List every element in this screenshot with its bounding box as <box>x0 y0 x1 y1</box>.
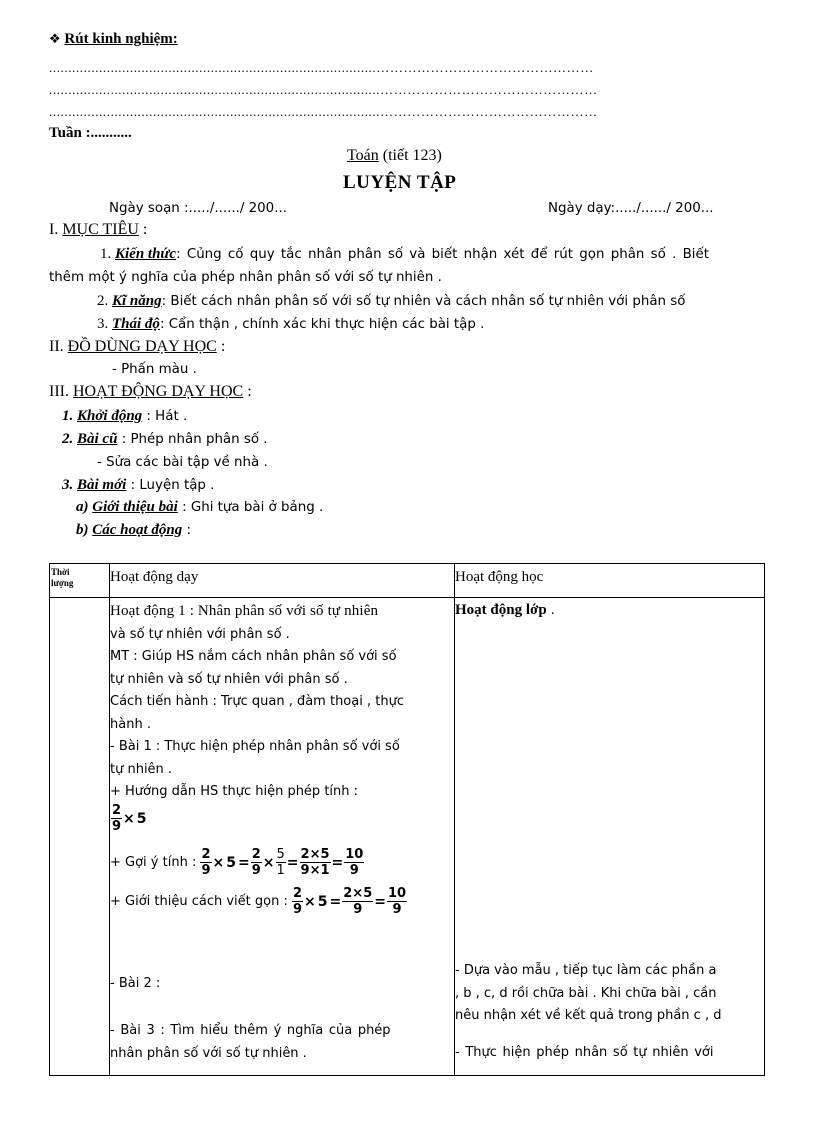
prep-date: Ngày soạn :...../....../ 200... <box>109 201 287 216</box>
substep-label: Giới thiệu bài <box>92 499 178 515</box>
student-activity-title: Hoạt động lớp <box>455 602 547 618</box>
week-label: Tuần :........... <box>49 125 132 141</box>
col-header-time-line: lượng <box>51 578 74 588</box>
section-title: MỤC TIÊU <box>62 221 139 238</box>
equals: = <box>331 854 344 871</box>
step-review-sub: - Sửa các bài tập về nhà . <box>97 455 268 470</box>
item-number: 3. <box>97 316 112 332</box>
col-header-student: Hoạt động học <box>455 569 544 585</box>
short-notation <box>110 886 407 917</box>
hint-calculation <box>110 847 364 878</box>
substep-text: : Ghi tựa bài ở bảng . <box>177 500 324 515</box>
step-number: 1. <box>62 408 77 424</box>
step-label: Bài cũ <box>77 431 118 447</box>
lesson-subject <box>347 147 442 165</box>
item-label: Kiến thức <box>115 246 177 262</box>
item-label: Kĩ năng <box>112 293 162 309</box>
operator: × <box>304 893 316 910</box>
objective-knowledge-cont: thêm một ý nghĩa của phép nhân phân số với số tự nhiên . <box>49 270 442 285</box>
equals: = <box>238 854 250 871</box>
substep-letter: b) <box>76 522 93 538</box>
exercise-2: - Bài 2 : <box>110 976 161 991</box>
step-warmup <box>62 408 187 425</box>
item-text: : Cẩn thận , chính xác khi thực hiện các bài tập . <box>159 317 485 332</box>
section-colon: : <box>138 221 148 238</box>
substep-text: : <box>182 523 192 538</box>
step-number: 2. <box>62 431 77 447</box>
diamond-bullet-icon: ❖ <box>49 31 61 46</box>
student-line: nêu nhận xét về kết quả trong phần c , d <box>455 1008 722 1023</box>
section-title: ĐỒ DÙNG DẠY HỌC <box>67 338 217 355</box>
dotted-line-3: ......................................................................................………………………………………… <box>49 104 598 119</box>
step-new-lesson <box>62 477 214 494</box>
operator: × <box>123 810 135 827</box>
materials-item: - Phấn màu . <box>112 362 197 377</box>
objective-skills <box>97 293 685 310</box>
teacher-line: tự nhiên và số tự nhiên với phân số . <box>110 671 348 687</box>
section-number: I. <box>49 221 63 238</box>
step-review <box>62 431 268 448</box>
teach-date: Ngày dạy:...../....../ 200... <box>548 201 714 216</box>
section-colon: : <box>243 383 252 400</box>
student-line: , b , c, d rồi chữa bài . Khi chữa bài , cần <box>455 985 717 1001</box>
fraction: $\frac{2\times 5}{9}$ <box>343 886 373 917</box>
lesson-number: (tiết 123) <box>378 147 442 164</box>
hint-label: + Gợi ý tính : <box>110 855 197 870</box>
step-text: : Luyện tập . <box>126 478 215 493</box>
teacher-line: và số tự nhiên với phân số . <box>110 626 290 642</box>
operand: 5 <box>226 854 236 871</box>
section-number: III. <box>49 383 73 400</box>
operator: × <box>262 854 275 871</box>
operand: 5 <box>317 893 328 910</box>
col-header-time <box>51 567 73 589</box>
fraction: $\frac{10}{9}$ <box>387 886 407 917</box>
teacher-line: hành . <box>110 716 151 732</box>
item-number: 1. <box>100 246 115 262</box>
page-title: LUYỆN TẬP <box>343 172 457 193</box>
step-label: Bài mới <box>77 477 127 493</box>
experience-heading <box>49 31 178 48</box>
section-materials-heading <box>49 338 225 356</box>
math-example <box>111 803 148 834</box>
objective-attitude <box>97 316 484 333</box>
teacher-activity <box>110 600 404 804</box>
col-header-teacher: Hoạt động dạy <box>110 569 199 585</box>
substep-activities <box>76 522 191 539</box>
teacher-line: Hoạt động 1 : Nhân phân số với số tự nhiên <box>110 603 379 619</box>
student-activity-header <box>455 601 555 619</box>
operator: × <box>212 854 225 871</box>
dotted-line-1: .....................................................................................………………………………………… <box>49 60 594 75</box>
substep-label: Các hoạt động <box>92 522 183 538</box>
teacher-line: + Hướng dẫn HS thực hiện phép tính : <box>110 784 359 799</box>
section-colon: : <box>216 338 226 355</box>
item-text: : Biết cách nhân phân số với số tự nhiên và cách nhân số tự nhiên với phân số <box>161 294 686 309</box>
teacher-line: - Bài 1 : Thực hiện phép nhân phân số với số <box>110 739 400 754</box>
student-activity <box>455 960 721 1064</box>
fraction: $\frac{2}{9}$ <box>251 847 261 878</box>
step-text: : Phép nhân phân số . <box>117 432 268 447</box>
step-text: : Hát . <box>142 409 188 424</box>
item-text: : Củng cố quy tắc nhân phân số và biết nhận xét để rút gọn phân số . Biết <box>176 247 709 262</box>
item-number: 2. <box>97 293 112 309</box>
short-label: + Giới thiệu cách viết gọn : <box>110 894 288 909</box>
exercise-3-line: - Bài 3 : Tìm hiểu thêm ý nghĩa của phép <box>110 1023 391 1038</box>
exercise-3 <box>110 1020 391 1065</box>
section-number: II. <box>49 338 68 355</box>
fraction: $\frac{2}{9}$ <box>293 886 303 917</box>
fraction: $\frac{2}{9}$ <box>112 803 122 834</box>
activities-table <box>49 563 765 1076</box>
substep-intro <box>76 499 323 516</box>
item-label: Thái độ <box>112 316 160 332</box>
col-header-time-line: Thời <box>51 567 70 577</box>
experience-title: Rút kinh nghiệm: <box>64 31 178 47</box>
equals: = <box>374 893 386 910</box>
substep-letter: a) <box>76 499 93 515</box>
teacher-line: MT : Giúp HS nắm cách nhân phân số với số <box>110 649 397 664</box>
operand: 5 <box>136 810 147 827</box>
teacher-line: tự nhiên . <box>110 761 173 777</box>
objective-knowledge <box>100 246 709 263</box>
fraction: $\frac{5}{1}$ <box>276 847 285 878</box>
section-activities-heading <box>49 383 252 401</box>
student-line: - Thực hiện phép nhân số tự nhiên với <box>455 1044 714 1060</box>
fraction: $\frac{10}{9}$ <box>345 847 364 878</box>
student-line: - Dựa vào mẫu , tiếp tục làm các phần a <box>455 963 717 978</box>
equals: = <box>286 854 299 871</box>
fraction: $\frac{2\times 5}{9\times 1}$ <box>300 847 330 878</box>
dotted-line-2: ......................................................................................………………………………………… <box>49 82 598 97</box>
step-number: 3. <box>62 477 77 493</box>
student-activity-suffix: . <box>546 603 555 618</box>
equals: = <box>329 893 342 910</box>
fraction: $\frac{2}{9}$ <box>201 847 211 878</box>
exercise-3-line: nhân phân số với số tự nhiên . <box>110 1045 307 1061</box>
section-title: HOẠT ĐỘNG DẠY HỌC <box>72 383 244 400</box>
section-objectives-heading <box>49 221 147 239</box>
table-header-rule <box>50 597 764 598</box>
subject-name: Toán <box>347 147 379 164</box>
step-label: Khởi động <box>77 408 143 424</box>
teacher-line: Cách tiến hành : Trực quan , đàm thoại , thực <box>110 694 404 709</box>
